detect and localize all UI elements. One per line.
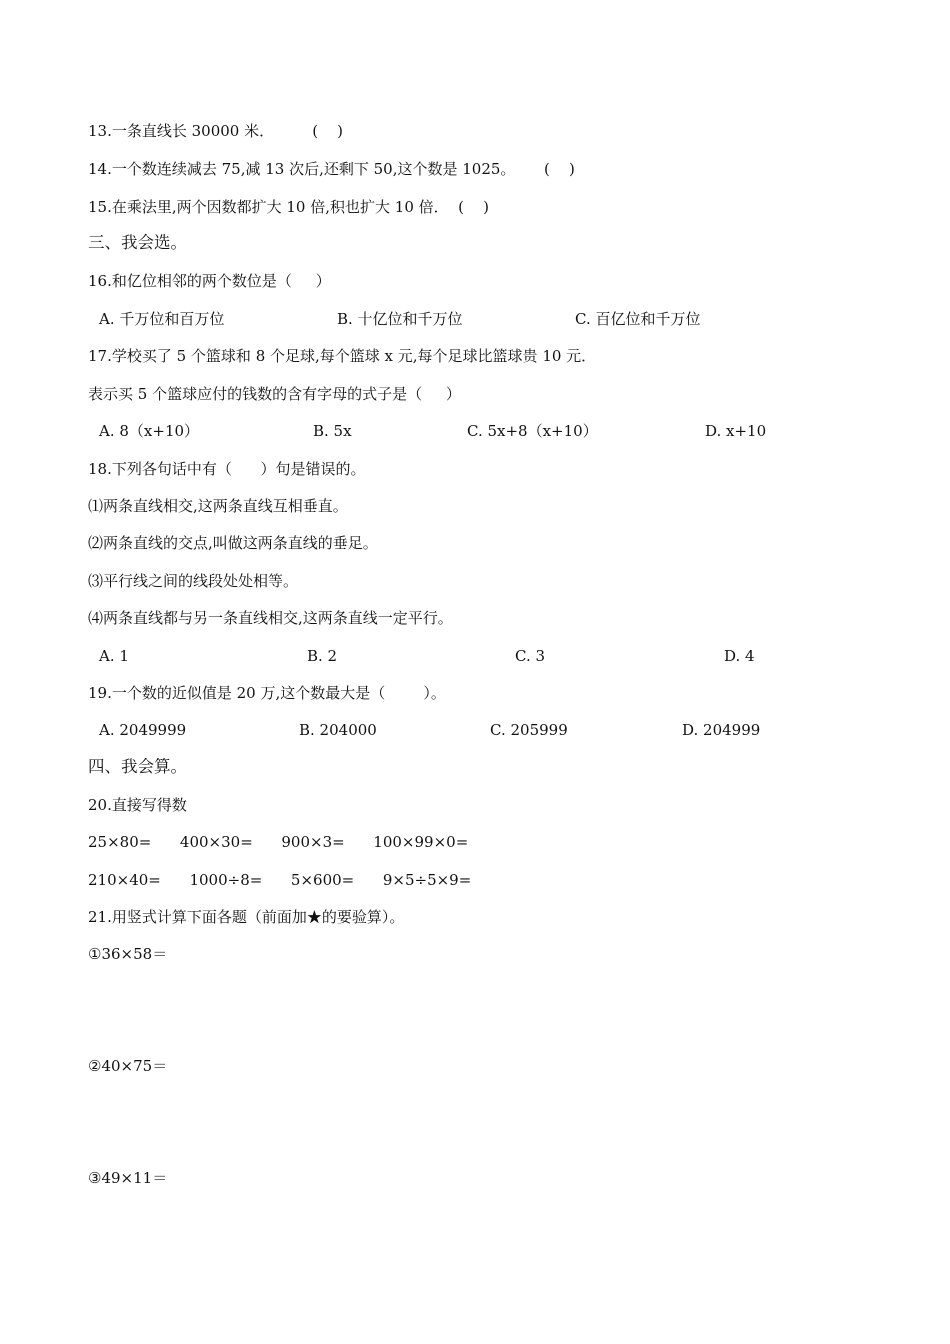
q17-option-b: B. 5x bbox=[313, 422, 352, 440]
question-20: 20.直接写得数 bbox=[88, 796, 187, 814]
question-17-line-1: 17.学校买了 5 个篮球和 8 个足球,每个篮球 x 元,每个足球比篮球贵 10 元． bbox=[88, 347, 597, 365]
q19-option-d: D. 204999 bbox=[682, 721, 761, 739]
q19-option-c: C. 205999 bbox=[490, 721, 568, 739]
q18-statement-3: ⑶平行线之间的线段处处相等。 bbox=[88, 572, 299, 590]
q21-item-3: ③49×11＝ bbox=[88, 1169, 168, 1187]
q19-option-a: A. 2049999 bbox=[99, 721, 187, 739]
question-16: 16.和亿位相邻的两个数位是（ ） bbox=[88, 272, 331, 290]
section-heading-3: 三、我会选。 bbox=[88, 233, 187, 252]
q21-item-1: ①36×58＝ bbox=[88, 945, 168, 963]
q18-statement-4: ⑷两条直线都与另一条直线相交,这两条直线一定平行。 bbox=[88, 609, 453, 627]
q17-option-d: D. x+10 bbox=[705, 422, 767, 440]
q19-option-b: B. 204000 bbox=[299, 721, 377, 739]
q16-option-c: C. 百亿位和千万位 bbox=[575, 310, 701, 328]
q18-statement-1: ⑴两条直线相交,这两条直线互相垂直。 bbox=[88, 497, 348, 515]
question-13: 13.一条直线长 30000 米． ( ) bbox=[88, 122, 344, 140]
q16-option-b: B. 十亿位和千万位 bbox=[337, 310, 463, 328]
question-18: 18.下列各句话中有（ ）句是错误的。 bbox=[88, 460, 366, 478]
q20-row-2: 210×40= 1000÷8= 5×600= 9×5÷5×9= bbox=[88, 871, 472, 889]
question-14: 14.一个数连续减去 75,减 13 次后,还剩下 50,这个数是 1025。 ( ) bbox=[88, 160, 575, 178]
question-21: 21.用竖式计算下面各题（前面加★的要验算）。 bbox=[88, 908, 405, 926]
q18-option-b: B. 2 bbox=[307, 647, 338, 665]
section-heading-4: 四、我会算。 bbox=[88, 757, 187, 776]
q18-option-c: C. 3 bbox=[515, 647, 546, 665]
q18-option-a: A. 1 bbox=[99, 647, 129, 665]
q21-item-2: ②40×75＝ bbox=[88, 1057, 168, 1075]
q18-option-d: D. 4 bbox=[724, 647, 755, 665]
q18-statement-2: ⑵两条直线的交点,叫做这两条直线的垂足。 bbox=[88, 534, 378, 552]
question-19: 19.一个数的近似值是 20 万,这个数最大是（ ）。 bbox=[88, 684, 446, 702]
q20-row-1: 25×80= 400×30= 900×3= 100×99×0= bbox=[88, 833, 469, 851]
q16-option-a: A. 千万位和百万位 bbox=[99, 310, 225, 328]
question-17-line-2: 表示买 5 个篮球应付的钱数的含有字母的式子是（ ） bbox=[88, 385, 461, 403]
question-15: 15.在乘法里,两个因数都扩大 10 倍,积也扩大 10 倍． ( ) bbox=[88, 198, 489, 216]
q17-option-c: C. 5x+8（x+10） bbox=[467, 422, 598, 440]
q17-option-a: A. 8（x+10） bbox=[99, 422, 200, 440]
